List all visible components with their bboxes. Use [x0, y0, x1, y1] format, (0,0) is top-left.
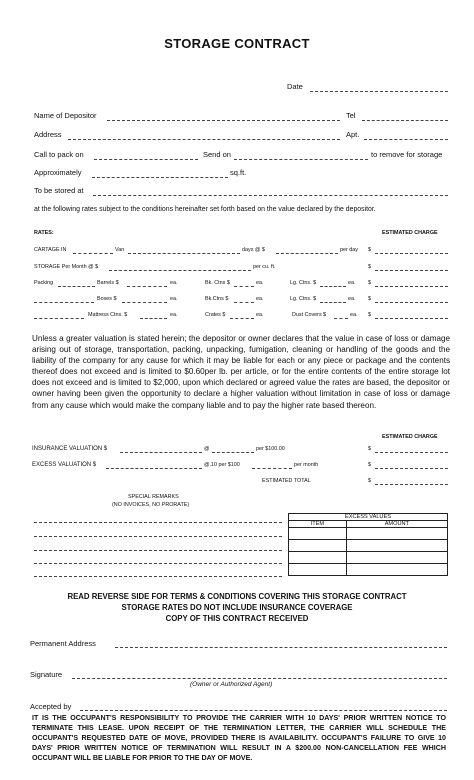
mattress-qty-field[interactable]	[34, 318, 84, 319]
excess-amount-cell[interactable]	[346, 528, 447, 540]
lg-ctns2-label: Lg. Ctns. $	[290, 296, 317, 302]
cartage-in-label: CARTAGE IN	[34, 247, 67, 253]
excess-col-amount: AMOUNT	[346, 521, 447, 528]
ea-label: ea.	[348, 296, 356, 302]
insurance-dollar: $	[368, 446, 371, 452]
depositor-name-label: Name of Depositor	[34, 111, 97, 120]
excess-dollar: $	[368, 462, 371, 468]
ea-label: ea.	[170, 296, 178, 302]
excess-valuation-field[interactable]	[106, 468, 202, 469]
ea-label: ea.	[256, 280, 264, 286]
permanent-address-field[interactable]	[115, 647, 447, 648]
estimated-total-field[interactable]	[375, 484, 448, 485]
storage-dollar: $	[368, 264, 371, 270]
ea-label: ea.	[256, 312, 264, 318]
excess-values-title: EXCESS VALUES	[289, 514, 448, 521]
mattress-label: Mattress Ctns. $	[88, 312, 128, 318]
notice-line-3: COPY OF THIS CONTRACT RECEIVED	[165, 614, 309, 623]
table-row	[289, 564, 448, 576]
accepted-by-label: Accepted by	[30, 702, 72, 711]
excess-amount-cell[interactable]	[346, 564, 447, 576]
van-field[interactable]	[128, 253, 240, 254]
dust-covers-field[interactable]	[334, 318, 348, 319]
excess-rate-field[interactable]	[252, 468, 292, 469]
storage-charge-field[interactable]	[375, 270, 448, 271]
table-row	[289, 540, 448, 552]
per-month-label: per month	[294, 462, 319, 468]
send-on-field[interactable]	[234, 159, 368, 160]
approximately-field[interactable]	[92, 177, 228, 178]
excess-item-cell[interactable]	[289, 528, 347, 540]
date-field[interactable]	[310, 91, 448, 92]
apt-label: Apt.	[346, 130, 360, 139]
boxes-qty-field[interactable]	[34, 302, 94, 303]
permanent-address-label: Permanent Address	[30, 639, 96, 648]
remarks-line-4[interactable]	[34, 563, 282, 564]
per-cu-ft-label: per cu. ft.	[253, 264, 276, 270]
call-to-pack-label: Call to pack on	[34, 150, 84, 159]
tel-field[interactable]	[362, 120, 448, 121]
stored-at-label: To be stored at	[34, 186, 84, 195]
ea-label: ea.	[350, 312, 358, 318]
remarks-line-1[interactable]	[34, 522, 282, 523]
special-remarks-subtitle: (NO INVOICES, NO PRORATE)	[112, 502, 190, 508]
valuation-paragraph: Unless a greater valuation is stated herein; the depositor or owner declares that the value in case of loss or damage arising out of storage, transportation, packing, unpacking, fumigation, cleaning or handling of the goods and the liability of the company for any cause for which it may be liable for each or any piece or package and the contents thereof does not exceed and is limited to $0.60per lb. per article, or for the entire contents of the entire storage lot does not exceed and is limited to $2,000, upon which declared or agreed value the rates are based, the depositor or owner having been given the opportunity to declare a higher valuation without limitation in case of loss or damage from any cause which would make the company liable and to pay the higher rate based thereon.	[32, 334, 450, 410]
insurance-charge-field[interactable]	[375, 452, 448, 453]
lg-ctns-label: Lg. Ctns. $	[290, 280, 317, 286]
dust-covers-label: Dust Covers $	[292, 312, 327, 318]
sqft-label: sq.ft.	[230, 168, 247, 177]
depositor-name-field[interactable]	[107, 120, 340, 121]
days-at-label: days @ $	[242, 247, 265, 253]
rates-intro: at the following rates subject to the conditions hereinafter set forth based on the value declared by the depositor.	[34, 206, 376, 213]
termination-notice: IT IS THE OCCUPANT'S RESPONSIBILITY TO PROVIDE THE CARRIER WITH 10 DAYS' PRIOR WRITTEN NOTICE TO TERMINATE THIS LEASE. UPON RECEIPT OF THE TERMINATION LETTER, THE CARRIER WILL SCHEDULE THE OCCUPANT'S REQUESTED DATE OF MOVE, PROVIDED THERE IS AVAILABILITY. OCCUPANT'S FAILURE TO GIVE 10 DAYS' PRIOR WRITTEN NOTICE OF TERMINATION WILL RESULT IN A $200.00 NON-CANCELLATION FEE WHICH OCCUPANT WILL BE LIABLE FOR PRIOR TO THE DAY OF MOVE.	[32, 714, 446, 762]
bk-ctns2-label: Bk.Ctns $	[205, 296, 229, 302]
excess-values-table	[288, 513, 448, 576]
remarks-line-5[interactable]	[34, 576, 282, 577]
insurance-rate-field[interactable]	[212, 452, 254, 453]
bk-ctns2-field[interactable]	[234, 302, 254, 303]
table-row	[289, 528, 448, 540]
bk-ctns-label: Bk. Ctns $	[205, 280, 230, 286]
boxes-label: Boxes $	[97, 296, 117, 302]
call-to-pack-field[interactable]	[94, 159, 198, 160]
van-label: Van	[115, 247, 125, 253]
estimated-total-label: ESTIMATED TOTAL	[262, 478, 311, 484]
per-100-label: per $100.00	[256, 446, 285, 452]
send-on-label: Send on	[203, 150, 231, 159]
days-rate-field[interactable]	[276, 253, 338, 254]
remove-label: to remove for storage	[371, 150, 443, 159]
cartage-charge-field[interactable]	[375, 253, 448, 254]
owner-note: (Owner or Authorized Agent)	[190, 681, 273, 688]
insurance-at-label: @	[204, 446, 210, 452]
lg-ctns2-field[interactable]	[320, 302, 346, 303]
insurance-estimated-charge-header: ESTIMATED CHARGE	[382, 434, 438, 440]
remarks-line-3[interactable]	[34, 550, 282, 551]
insurance-valuation-field[interactable]	[120, 452, 202, 453]
barrels-label: Barrels $	[97, 280, 119, 286]
cartage-dollar: $	[368, 247, 371, 253]
excess-item-cell[interactable]	[289, 552, 347, 564]
packing-dollar: $	[368, 280, 371, 286]
storage-per-month-label: STORAGE Per Month @ $	[34, 264, 99, 270]
boxes-charge-field[interactable]	[375, 302, 448, 303]
crates-label: Crates $	[205, 312, 226, 318]
excess-charge-field[interactable]	[375, 468, 448, 469]
accepted-by-field[interactable]	[80, 710, 447, 711]
per-day-label: per day	[340, 247, 358, 253]
insurance-valuation-label: INSURANCE VALUATION $	[32, 446, 108, 452]
lg-ctns-field[interactable]	[320, 286, 346, 287]
excess-valuation-label: EXCESS VALUATION $	[32, 462, 97, 468]
packing-field[interactable]	[58, 286, 95, 287]
excess-amount-cell[interactable]	[346, 540, 447, 552]
address-label: Address	[34, 130, 62, 139]
address-field[interactable]	[68, 139, 340, 140]
approximately-label: Approximately	[34, 168, 82, 177]
barrels-field[interactable]	[127, 286, 167, 287]
ea-label: ea.	[170, 312, 178, 318]
cartage-in-field[interactable]	[73, 253, 113, 254]
mattress-field[interactable]	[140, 318, 167, 319]
apt-field[interactable]	[364, 139, 448, 140]
crates-field[interactable]	[230, 318, 254, 319]
rates-estimated-charge-header: ESTIMATED CHARGE	[382, 230, 438, 236]
total-dollar: $	[368, 478, 371, 484]
excess-amount-cell[interactable]	[346, 552, 447, 564]
table-row	[289, 552, 448, 564]
special-remarks-title: SPECIAL REMARKS	[128, 494, 179, 500]
storage-rate-field[interactable]	[109, 270, 251, 271]
document-title: STORAGE CONTRACT	[164, 36, 310, 51]
ea-label: ea.	[170, 280, 178, 286]
signature-field[interactable]	[72, 678, 447, 679]
excess-item-cell[interactable]	[289, 564, 347, 576]
signature-label: Signature	[30, 670, 63, 679]
stored-at-field[interactable]	[93, 195, 448, 196]
excess-rate-label: @.10 per $100	[204, 462, 240, 468]
excess-col-item: ITEM	[289, 521, 347, 528]
remarks-line-2[interactable]	[34, 536, 282, 537]
tel-label: Tel	[346, 111, 356, 120]
bk-ctns-field[interactable]	[234, 286, 254, 287]
notice-line-2: STORAGE RATES DO NOT INCLUDE INSURANCE COVERAGE	[121, 603, 353, 612]
date-label: Date	[287, 82, 303, 91]
packing-charge-field[interactable]	[375, 286, 448, 287]
boxes-field[interactable]	[122, 302, 167, 303]
ea-label: ea.	[348, 280, 356, 286]
notice-line-1: READ REVERSE SIDE FOR TERMS & CONDITIONS COVERING THIS STORAGE CONTRACT	[67, 592, 407, 601]
ea-label: ea.	[256, 296, 264, 302]
mattress-dollar: $	[368, 312, 371, 318]
excess-item-cell[interactable]	[289, 540, 347, 552]
mattress-charge-field[interactable]	[375, 318, 448, 319]
rates-label: RATES:	[34, 230, 54, 236]
boxes-dollar: $	[368, 296, 371, 302]
packing-label: Packing	[34, 280, 54, 286]
